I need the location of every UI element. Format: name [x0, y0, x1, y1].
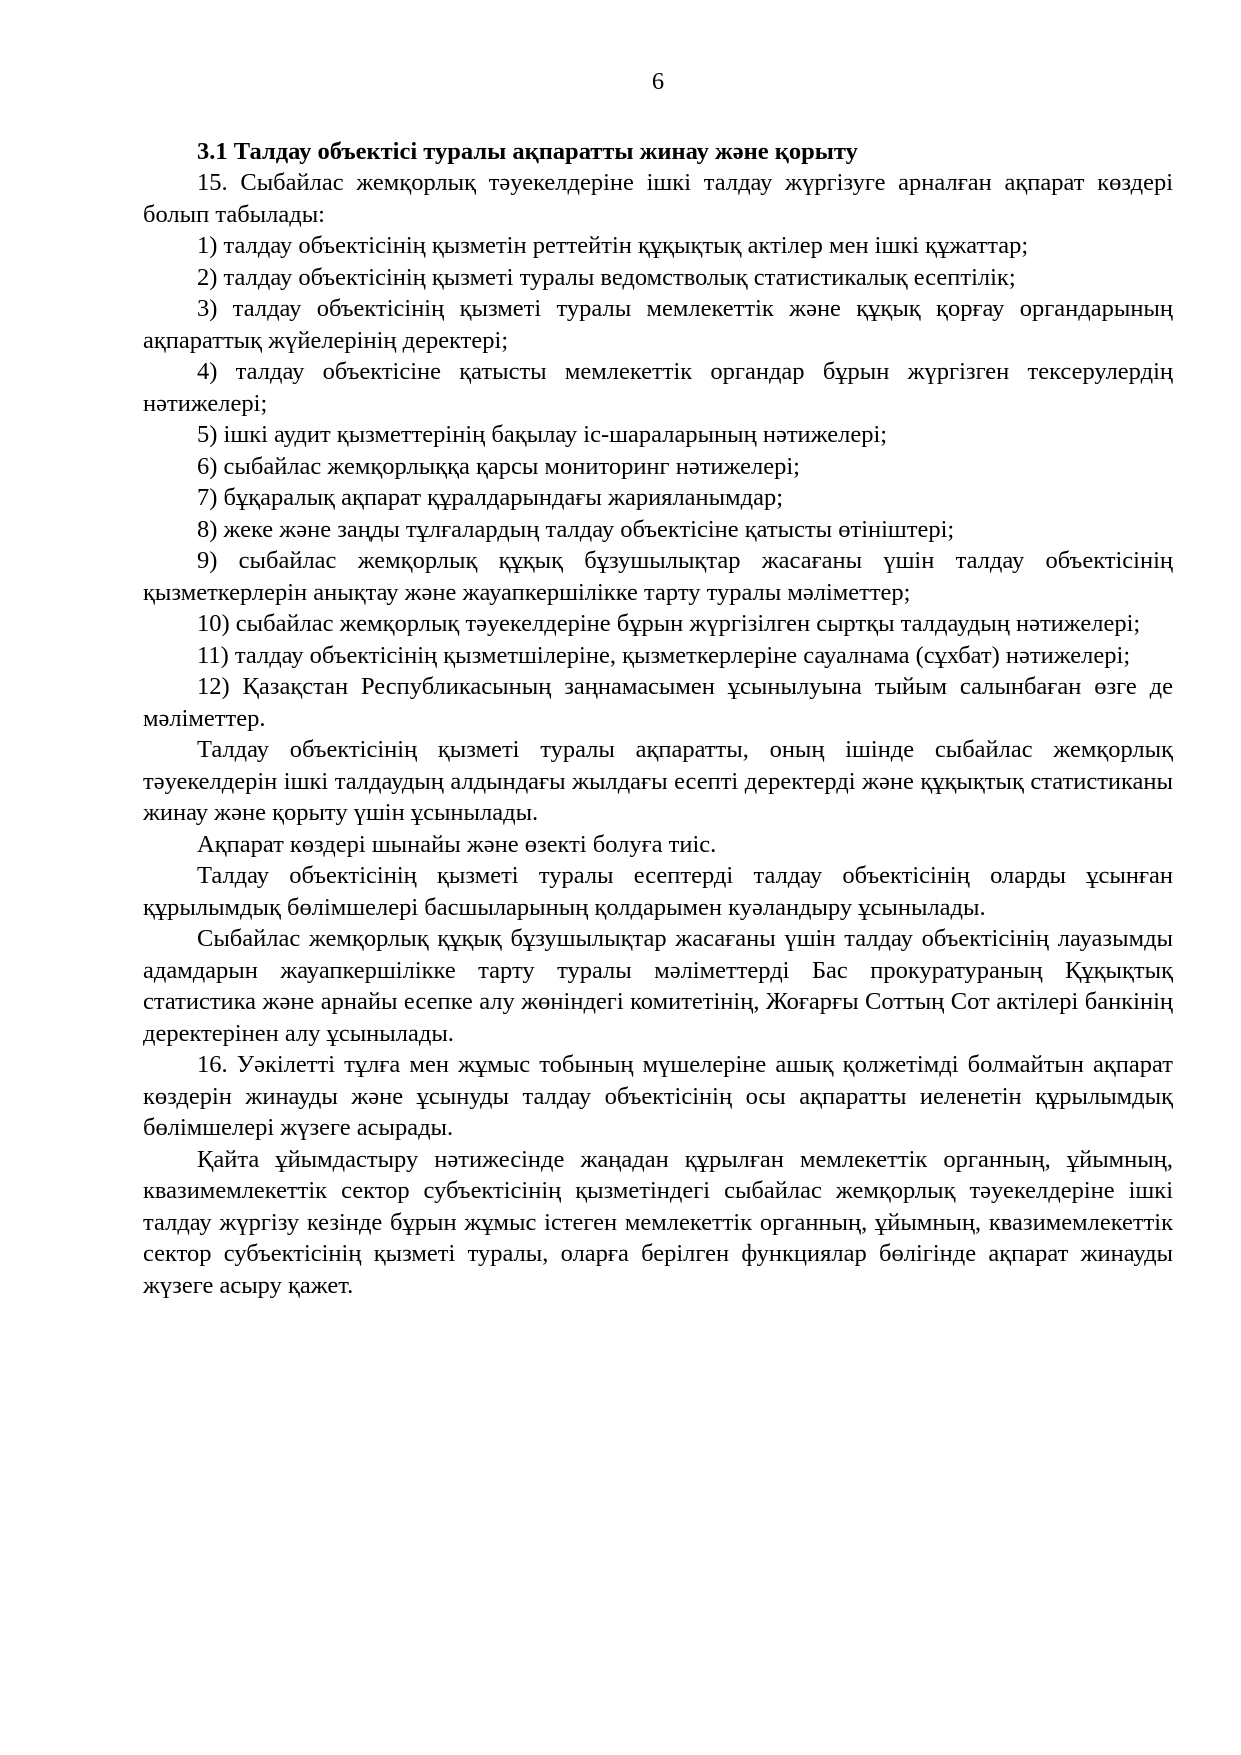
paragraph: 7) бұқаралық ақпарат құралдарындағы жарияланымдар;: [197, 484, 784, 511]
paragraph: 5) ішкі аудит қызметтерінің бақылау іс-шараларының нәтижелері;: [197, 421, 888, 448]
document-body: [143, 167, 1173, 1301]
paragraph: 11) талдау объектісінің қызметшілеріне, қызметкерлеріне сауалнама (сұхбат) нәтижелері;: [197, 641, 1131, 669]
paragraph: 16. Уәкілетті тұлға мен жұмыс тобының мүшелеріне ашық қолжетімді болмайтын ақпарат көздерін жинауды және ұсынуды талдау объектісінің осы ақпаратты иеленетін құрылымдық бөлімшелері жүзеге асырады.: [143, 1051, 1173, 1141]
paragraph: 12) Қазақстан Республикасының заңнамасымен ұсынылуына тыйым салынбаған өзге де мәліметтер.: [143, 673, 1173, 732]
paragraph: Қайта ұйымдастыру нәтижесінде жаңадан құрылған мемлекеттік органның, ұйымның, квазимемлекеттік сектор субъектісінің қызметіндегі сыбайлас жемқорлық тәуекелдеріне ішкі талдау жүргізу кезінде бұрын жұмыс істеген мемлекеттік органның, ұйымның, квазимемлекеттік сектор субъектісінің қызметі туралы, оларға берілген функциялар бөлігінде ақпарат жинауды жүзеге асыру қажет.: [143, 1145, 1173, 1299]
paragraph: 4) талдау объектісіне қатысты мемлекеттік органдар бұрын жүргізген тексерулердің нәтижелері;: [143, 358, 1173, 417]
paragraph: 1) талдау объектісінің қызметін реттейтін құқықтық актілер мен ішкі құжаттар;: [197, 232, 1029, 259]
paragraph: 6) сыбайлас жемқорлыққа қарсы мониторинг нәтижелері;: [197, 452, 800, 480]
paragraph: 3) талдау объектісінің қызметі туралы мемлекеттік және құқық қорғау органдарының ақпараттық жүйелерінің деректері;: [143, 295, 1173, 354]
paragraph: Талдау объектісінің қызметі туралы есептерді талдау объектісінің оларды ұсынған құрылымдық бөлімшелері басшыларының қолдарымен куәландыру ұсынылады.: [143, 862, 1173, 921]
paragraph: 2) талдау объектісінің қызметі туралы ведомстволық статистикалық есептілік;: [197, 263, 1016, 291]
paragraph: 15. Сыбайлас жемқорлық тәуекелдеріне ішкі талдау жүргізуге арналған ақпарат көздері болып табылады:: [143, 169, 1173, 228]
page-number: 6: [651, 68, 665, 95]
paragraph: Сыбайлас жемқорлық құқық бұзушылықтар жасағаны үшін талдау объектісінің лауазымды адамдарын жауапкершілікке тарту туралы мәліметтерді Бас прокуратураның Құқықтық статистика және арнайы есепке алу жөніндегі комитетінің, Жоғарғы Соттың Сот актілері банкінің деректерінен алу ұсынылады.: [143, 925, 1173, 1047]
paragraph: 8) жеке және заңды тұлғалардың талдау объектісіне қатысты өтініштері;: [197, 515, 955, 543]
paragraph: Талдау объектісінің қызметі туралы ақпаратты, оның ішінде сыбайлас жемқорлық тәуекелдерін ішкі талдаудың алдындағы жылдағы есепті деректерді және құқықтық статистиканы жинау және қорыту үшін ұсынылады.: [143, 736, 1173, 826]
paragraph: Ақпарат көздері шынайы және өзекті болуға тиіс.: [197, 830, 717, 858]
paragraph: 10) сыбайлас жемқорлық тәуекелдеріне бұрын жүргізілген сыртқы талдаудың нәтижелері;: [197, 610, 1141, 637]
paragraph: 9) сыбайлас жемқорлық құқық бұзушылықтар жасағаны үшін талдау объектісінің қызметкерлерін анықтау және жауапкершілікке тарту туралы мәліметтер;: [143, 547, 1173, 606]
section-heading: 3.1 Талдау объектісі туралы ақпаратты жинау және қорыту: [197, 137, 858, 165]
